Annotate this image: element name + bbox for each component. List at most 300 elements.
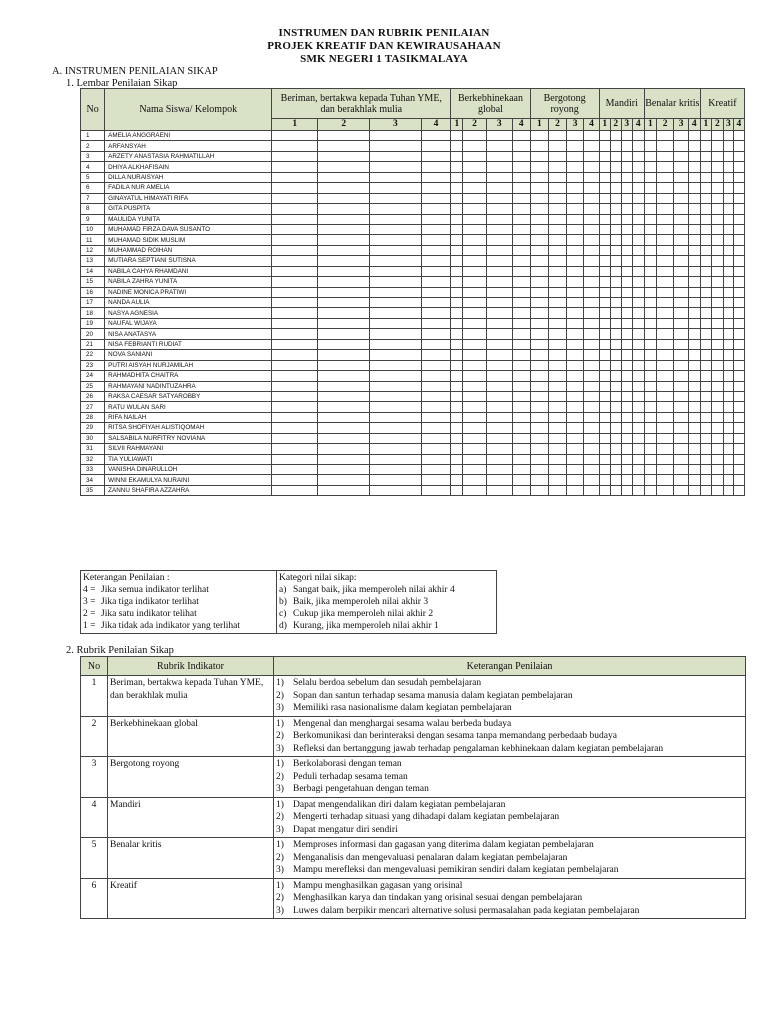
score-cell[interactable] [318,131,370,141]
score-cell[interactable] [486,381,512,391]
score-cell[interactable] [621,172,632,182]
score-cell[interactable] [451,141,463,151]
score-cell[interactable] [451,298,463,308]
score-cell[interactable] [512,183,530,193]
score-cell[interactable] [711,402,723,412]
score-cell[interactable] [463,224,486,234]
score-cell[interactable] [272,287,318,297]
score-cell[interactable] [530,391,549,401]
score-cell[interactable] [486,266,512,276]
score-cell[interactable] [723,339,733,349]
score-cell[interactable] [621,454,632,464]
score-cell[interactable] [711,162,723,172]
score-cell[interactable] [621,151,632,161]
score-cell[interactable] [621,360,632,370]
score-cell[interactable] [530,465,549,475]
score-cell[interactable] [723,193,733,203]
score-cell[interactable] [512,214,530,224]
score-cell[interactable] [486,318,512,328]
score-cell[interactable] [656,433,674,443]
score-cell[interactable] [674,444,688,454]
score-cell[interactable] [688,391,700,401]
score-cell[interactable] [272,214,318,224]
score-cell[interactable] [272,412,318,422]
score-cell[interactable] [656,141,674,151]
score-cell[interactable] [711,224,723,234]
score-cell[interactable] [733,298,744,308]
score-cell[interactable] [318,350,370,360]
score-cell[interactable] [512,162,530,172]
score-cell[interactable] [644,371,656,381]
score-cell[interactable] [486,371,512,381]
score-cell[interactable] [610,172,621,182]
score-cell[interactable] [723,204,733,214]
score-cell[interactable] [530,235,549,245]
score-cell[interactable] [733,131,744,141]
score-cell[interactable] [723,162,733,172]
score-cell[interactable] [621,214,632,224]
score-cell[interactable] [711,412,723,422]
score-cell[interactable] [370,454,422,464]
score-cell[interactable] [512,298,530,308]
score-cell[interactable] [610,371,621,381]
score-cell[interactable] [656,193,674,203]
score-cell[interactable] [421,391,451,401]
score-cell[interactable] [632,298,644,308]
score-cell[interactable] [421,485,451,495]
score-cell[interactable] [549,172,567,182]
score-cell[interactable] [272,339,318,349]
score-cell[interactable] [549,454,567,464]
score-cell[interactable] [421,402,451,412]
score-cell[interactable] [318,172,370,182]
score-cell[interactable] [318,318,370,328]
score-cell[interactable] [549,485,567,495]
score-cell[interactable] [584,245,599,255]
score-cell[interactable] [512,172,530,182]
score-cell[interactable] [632,151,644,161]
score-cell[interactable] [318,454,370,464]
score-cell[interactable] [700,183,711,193]
score-cell[interactable] [530,485,549,495]
score-cell[interactable] [421,183,451,193]
score-cell[interactable] [610,454,621,464]
score-cell[interactable] [318,193,370,203]
score-cell[interactable] [486,454,512,464]
score-cell[interactable] [486,391,512,401]
score-cell[interactable] [621,350,632,360]
score-cell[interactable] [272,475,318,485]
score-cell[interactable] [512,412,530,422]
score-cell[interactable] [463,298,486,308]
score-cell[interactable] [656,360,674,370]
score-cell[interactable] [723,371,733,381]
score-cell[interactable] [549,339,567,349]
score-cell[interactable] [512,402,530,412]
score-cell[interactable] [632,475,644,485]
score-cell[interactable] [512,256,530,266]
score-cell[interactable] [272,391,318,401]
score-cell[interactable] [733,224,744,234]
score-cell[interactable] [656,131,674,141]
score-cell[interactable] [621,298,632,308]
score-cell[interactable] [421,266,451,276]
score-cell[interactable] [318,277,370,287]
score-cell[interactable] [451,308,463,318]
score-cell[interactable] [674,318,688,328]
score-cell[interactable] [688,381,700,391]
score-cell[interactable] [370,151,422,161]
score-cell[interactable] [463,235,486,245]
score-cell[interactable] [632,308,644,318]
score-cell[interactable] [674,381,688,391]
score-cell[interactable] [700,162,711,172]
score-cell[interactable] [688,433,700,443]
score-cell[interactable] [549,162,567,172]
score-cell[interactable] [566,131,584,141]
score-cell[interactable] [272,235,318,245]
score-cell[interactable] [512,329,530,339]
score-cell[interactable] [370,402,422,412]
score-cell[interactable] [463,172,486,182]
score-cell[interactable] [644,402,656,412]
score-cell[interactable] [599,475,610,485]
score-cell[interactable] [621,204,632,214]
score-cell[interactable] [644,277,656,287]
score-cell[interactable] [711,339,723,349]
score-cell[interactable] [463,381,486,391]
score-cell[interactable] [318,245,370,255]
score-cell[interactable] [711,151,723,161]
score-cell[interactable] [463,423,486,433]
score-cell[interactable] [486,151,512,161]
score-cell[interactable] [549,371,567,381]
score-cell[interactable] [644,151,656,161]
score-cell[interactable] [656,339,674,349]
score-cell[interactable] [733,183,744,193]
score-cell[interactable] [674,183,688,193]
score-cell[interactable] [610,350,621,360]
score-cell[interactable] [421,381,451,391]
score-cell[interactable] [674,141,688,151]
score-cell[interactable] [733,465,744,475]
score-cell[interactable] [530,381,549,391]
score-cell[interactable] [711,350,723,360]
score-cell[interactable] [530,371,549,381]
score-cell[interactable] [566,339,584,349]
score-cell[interactable] [674,266,688,276]
score-cell[interactable] [463,433,486,443]
score-cell[interactable] [272,444,318,454]
score-cell[interactable] [272,381,318,391]
score-cell[interactable] [530,162,549,172]
score-cell[interactable] [530,433,549,443]
score-cell[interactable] [549,433,567,443]
score-cell[interactable] [512,266,530,276]
score-cell[interactable] [584,329,599,339]
score-cell[interactable] [723,329,733,339]
score-cell[interactable] [632,350,644,360]
score-cell[interactable] [632,235,644,245]
score-cell[interactable] [621,183,632,193]
score-cell[interactable] [711,141,723,151]
score-cell[interactable] [566,193,584,203]
score-cell[interactable] [733,141,744,151]
score-cell[interactable] [486,235,512,245]
score-cell[interactable] [711,308,723,318]
score-cell[interactable] [610,433,621,443]
score-cell[interactable] [674,412,688,422]
score-cell[interactable] [421,245,451,255]
score-cell[interactable] [632,183,644,193]
score-cell[interactable] [610,391,621,401]
score-cell[interactable] [512,339,530,349]
score-cell[interactable] [272,360,318,370]
score-cell[interactable] [621,131,632,141]
score-cell[interactable] [621,485,632,495]
score-cell[interactable] [674,433,688,443]
score-cell[interactable] [688,308,700,318]
score-cell[interactable] [656,172,674,182]
score-cell[interactable] [486,183,512,193]
score-cell[interactable] [700,371,711,381]
score-cell[interactable] [566,318,584,328]
score-cell[interactable] [463,204,486,214]
score-cell[interactable] [566,485,584,495]
score-cell[interactable] [711,433,723,443]
score-cell[interactable] [512,235,530,245]
score-cell[interactable] [370,423,422,433]
score-cell[interactable] [599,172,610,182]
score-cell[interactable] [566,151,584,161]
score-cell[interactable] [656,151,674,161]
score-cell[interactable] [674,224,688,234]
score-cell[interactable] [644,433,656,443]
score-cell[interactable] [711,193,723,203]
score-cell[interactable] [700,277,711,287]
score-cell[interactable] [674,308,688,318]
score-cell[interactable] [621,391,632,401]
score-cell[interactable] [610,193,621,203]
score-cell[interactable] [512,391,530,401]
score-cell[interactable] [632,444,644,454]
score-cell[interactable] [644,141,656,151]
score-cell[interactable] [318,402,370,412]
score-cell[interactable] [451,360,463,370]
score-cell[interactable] [656,402,674,412]
score-cell[interactable] [621,381,632,391]
score-cell[interactable] [530,131,549,141]
score-cell[interactable] [463,412,486,422]
score-cell[interactable] [644,465,656,475]
score-cell[interactable] [674,485,688,495]
score-cell[interactable] [584,172,599,182]
score-cell[interactable] [451,266,463,276]
score-cell[interactable] [610,131,621,141]
score-cell[interactable] [272,141,318,151]
score-cell[interactable] [610,485,621,495]
score-cell[interactable] [610,235,621,245]
score-cell[interactable] [512,465,530,475]
score-cell[interactable] [272,465,318,475]
score-cell[interactable] [584,256,599,266]
score-cell[interactable] [451,329,463,339]
score-cell[interactable] [584,465,599,475]
score-cell[interactable] [621,256,632,266]
score-cell[interactable] [632,277,644,287]
score-cell[interactable] [674,475,688,485]
score-cell[interactable] [451,318,463,328]
score-cell[interactable] [584,454,599,464]
score-cell[interactable] [512,318,530,328]
score-cell[interactable] [723,485,733,495]
score-cell[interactable] [549,256,567,266]
score-cell[interactable] [463,350,486,360]
score-cell[interactable] [632,339,644,349]
score-cell[interactable] [656,381,674,391]
score-cell[interactable] [566,266,584,276]
score-cell[interactable] [700,235,711,245]
score-cell[interactable] [621,433,632,443]
score-cell[interactable] [549,475,567,485]
score-cell[interactable] [621,412,632,422]
score-cell[interactable] [584,193,599,203]
score-cell[interactable] [656,444,674,454]
score-cell[interactable] [674,298,688,308]
score-cell[interactable] [486,245,512,255]
score-cell[interactable] [486,256,512,266]
score-cell[interactable] [272,423,318,433]
score-cell[interactable] [644,298,656,308]
score-cell[interactable] [318,235,370,245]
score-cell[interactable] [610,444,621,454]
score-cell[interactable] [370,266,422,276]
score-cell[interactable] [530,454,549,464]
score-cell[interactable] [584,131,599,141]
score-cell[interactable] [644,235,656,245]
score-cell[interactable] [632,465,644,475]
score-cell[interactable] [688,172,700,182]
score-cell[interactable] [421,423,451,433]
score-cell[interactable] [599,433,610,443]
score-cell[interactable] [451,235,463,245]
score-cell[interactable] [688,350,700,360]
score-cell[interactable] [599,151,610,161]
score-cell[interactable] [700,360,711,370]
score-cell[interactable] [451,381,463,391]
score-cell[interactable] [688,339,700,349]
score-cell[interactable] [584,381,599,391]
score-cell[interactable] [318,485,370,495]
score-cell[interactable] [486,444,512,454]
score-cell[interactable] [644,318,656,328]
score-cell[interactable] [644,329,656,339]
score-cell[interactable] [318,204,370,214]
score-cell[interactable] [566,214,584,224]
score-cell[interactable] [621,402,632,412]
score-cell[interactable] [610,162,621,172]
score-cell[interactable] [486,339,512,349]
score-cell[interactable] [512,245,530,255]
score-cell[interactable] [549,308,567,318]
score-cell[interactable] [566,391,584,401]
score-cell[interactable] [632,381,644,391]
score-cell[interactable] [584,402,599,412]
score-cell[interactable] [549,193,567,203]
score-cell[interactable] [318,183,370,193]
score-cell[interactable] [632,256,644,266]
score-cell[interactable] [599,318,610,328]
score-cell[interactable] [318,329,370,339]
score-cell[interactable] [486,224,512,234]
score-cell[interactable] [621,245,632,255]
score-cell[interactable] [530,193,549,203]
score-cell[interactable] [549,287,567,297]
score-cell[interactable] [421,444,451,454]
score-cell[interactable] [318,162,370,172]
score-cell[interactable] [723,402,733,412]
score-cell[interactable] [272,298,318,308]
score-cell[interactable] [632,193,644,203]
score-cell[interactable] [272,131,318,141]
score-cell[interactable] [700,381,711,391]
score-cell[interactable] [621,308,632,318]
score-cell[interactable] [530,475,549,485]
score-cell[interactable] [733,433,744,443]
score-cell[interactable] [632,287,644,297]
score-cell[interactable] [463,329,486,339]
score-cell[interactable] [486,465,512,475]
score-cell[interactable] [512,308,530,318]
score-cell[interactable] [674,371,688,381]
score-cell[interactable] [549,423,567,433]
score-cell[interactable] [723,475,733,485]
score-cell[interactable] [621,371,632,381]
score-cell[interactable] [486,412,512,422]
score-cell[interactable] [610,256,621,266]
score-cell[interactable] [530,204,549,214]
score-cell[interactable] [451,224,463,234]
score-cell[interactable] [512,287,530,297]
score-cell[interactable] [644,454,656,464]
score-cell[interactable] [584,214,599,224]
score-cell[interactable] [711,235,723,245]
score-cell[interactable] [549,141,567,151]
score-cell[interactable] [549,183,567,193]
score-cell[interactable] [632,266,644,276]
score-cell[interactable] [674,151,688,161]
score-cell[interactable] [370,329,422,339]
score-cell[interactable] [584,371,599,381]
score-cell[interactable] [656,235,674,245]
score-cell[interactable] [486,308,512,318]
score-cell[interactable] [530,224,549,234]
score-cell[interactable] [451,256,463,266]
score-cell[interactable] [421,193,451,203]
score-cell[interactable] [549,318,567,328]
score-cell[interactable] [463,339,486,349]
score-cell[interactable] [700,204,711,214]
score-cell[interactable] [512,475,530,485]
score-cell[interactable] [723,224,733,234]
score-cell[interactable] [700,308,711,318]
score-cell[interactable] [688,183,700,193]
score-cell[interactable] [463,151,486,161]
score-cell[interactable] [584,444,599,454]
score-cell[interactable] [549,131,567,141]
score-cell[interactable] [566,298,584,308]
score-cell[interactable] [272,245,318,255]
